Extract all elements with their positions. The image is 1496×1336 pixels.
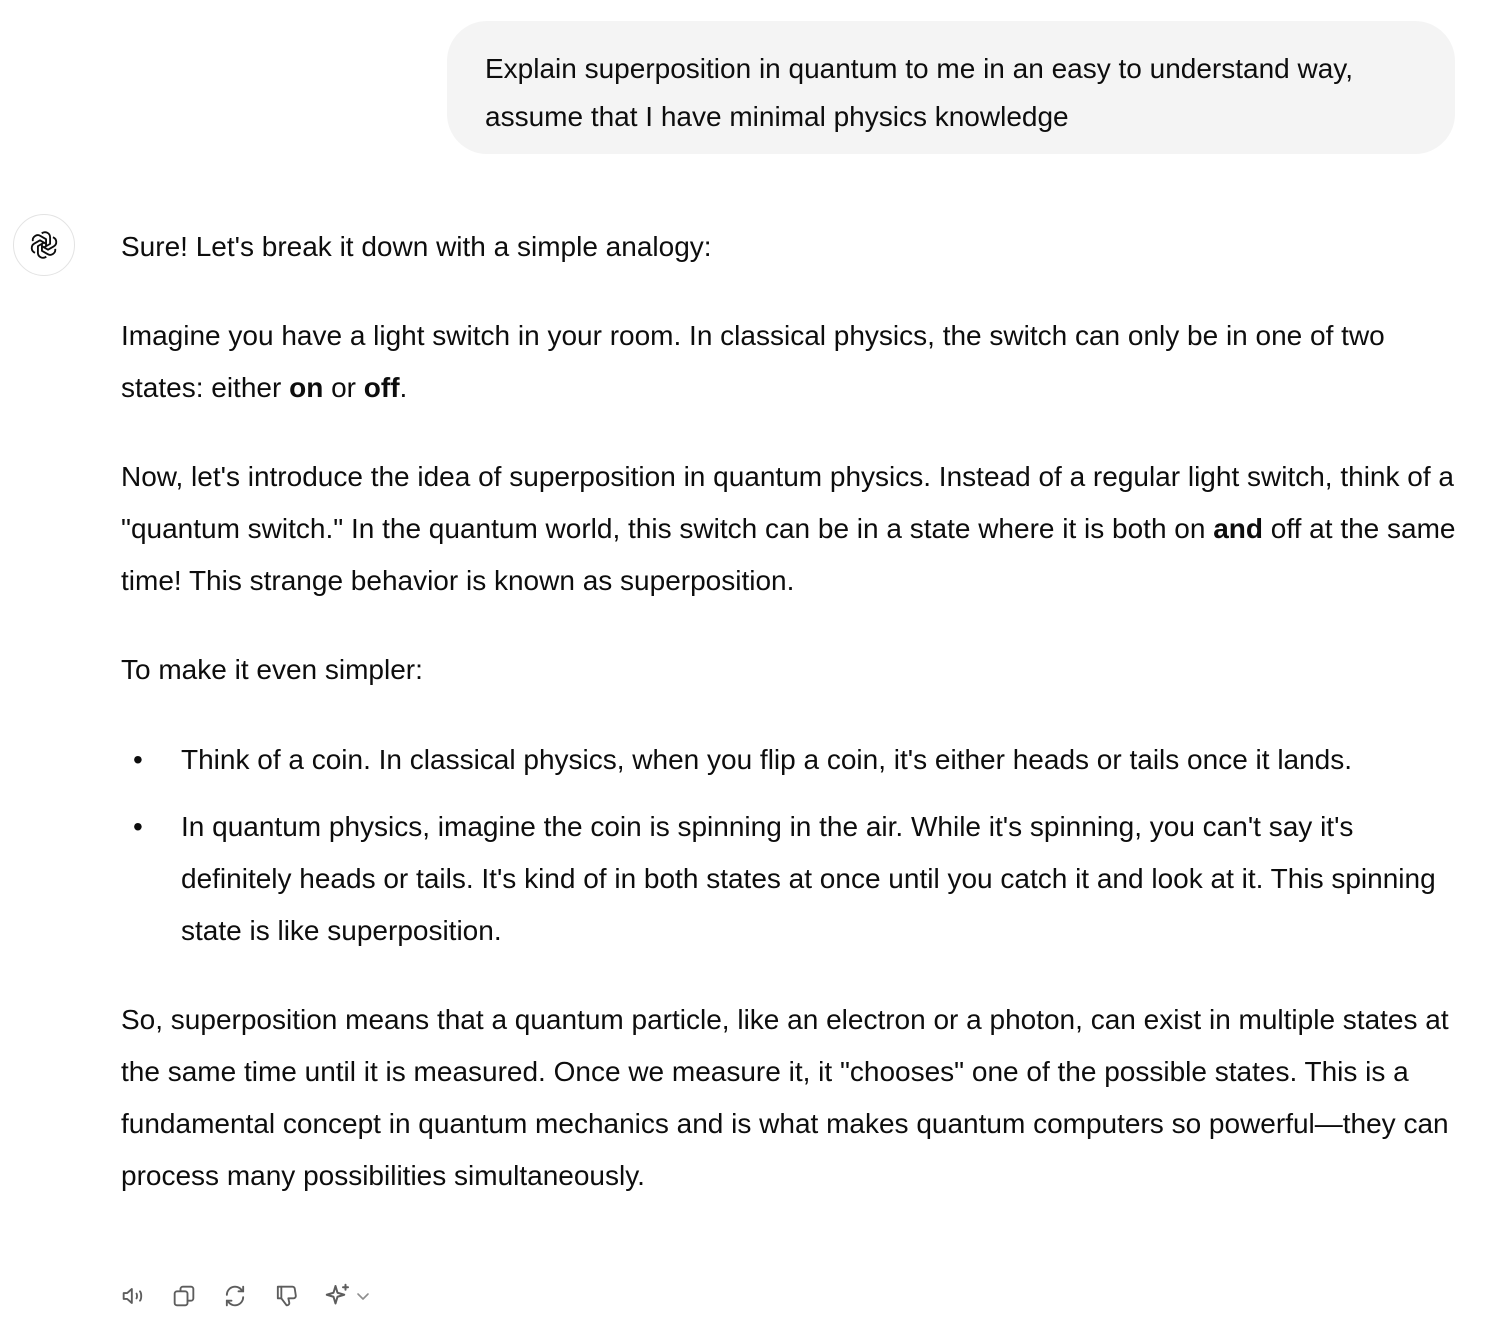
- p1-text-b: or: [323, 372, 364, 403]
- reply-paragraph-2: [121, 451, 1461, 607]
- read-aloud-button[interactable]: [112, 1275, 154, 1317]
- reply-paragraph-3: [121, 644, 1461, 696]
- list-item: [121, 801, 1461, 957]
- p4-text: So, superposition means that a quantum particle, like an electron or a photon, can exist in multiple states at the same time until it is measured. Once we measure it, it "chooses" one of the possible states. This is a fundamental concept in quantum mechanics and is what makes quantum computers so powerful—they can process many possibilities simultaneously.: [121, 1004, 1449, 1191]
- regenerate-icon: [221, 1282, 249, 1310]
- thumbs-down-icon: [272, 1282, 300, 1310]
- p1-bold-on: on: [289, 372, 324, 403]
- user-message-text: Explain superposition in quantum to me in an easy to understand way, assume that I have minimal physics knowledge: [485, 53, 1353, 132]
- list-item-text: In quantum physics, imagine the coin is spinning in the air. While it's spinning, you can't say it's definitely heads or tails. It's kind of in both states at once until you catch it and look at it. This spinning state is like superposition.: [181, 811, 1436, 946]
- p1-bold-off: off: [363, 372, 400, 403]
- p3-text: To make it even simpler:: [121, 654, 423, 685]
- reply-intro-text: Sure! Let's break it down with a simple analogy:: [121, 231, 712, 262]
- bullet-marker: •: [133, 811, 143, 842]
- reply-bullet-list: [121, 734, 1461, 957]
- p2-text-b: off at the same time! This strange behavior is known as superposition.: [121, 513, 1456, 596]
- p2-bold-and: and: [1213, 513, 1263, 544]
- sparkle-icon: [323, 1281, 353, 1311]
- reply-paragraph-1: [121, 310, 1461, 414]
- assistant-avatar: [13, 214, 75, 276]
- thumbs-down-button[interactable]: [265, 1275, 307, 1317]
- copy-button[interactable]: [163, 1275, 205, 1317]
- chevron-down-icon: [355, 1288, 371, 1304]
- p2-text-a: Now, let's introduce the idea of superposition in quantum physics. Instead of a regular light switch, think of a "quantum switch." In the quantum world, this switch can be in a state where it is both on: [121, 461, 1454, 544]
- assistant-message: [121, 221, 1461, 1202]
- model-switch-button[interactable]: [316, 1275, 378, 1317]
- list-item-text: Think of a coin. In classical physics, when you flip a coin, it's either heads or tails once it lands.: [181, 744, 1353, 775]
- p1-text-a: Imagine you have a light switch in your room. In classical physics, the switch can only be in one of two states: either: [121, 320, 1385, 403]
- copy-icon: [170, 1282, 198, 1310]
- regenerate-button[interactable]: [214, 1275, 256, 1317]
- read-aloud-icon: [119, 1282, 147, 1310]
- list-item: [121, 734, 1461, 786]
- p1-text-c: .: [399, 372, 408, 403]
- openai-logo-icon: [27, 228, 61, 262]
- message-actions-toolbar: [112, 1274, 378, 1318]
- reply-intro: [121, 221, 1461, 273]
- reply-paragraph-4: [121, 994, 1461, 1202]
- bullet-marker: •: [133, 744, 143, 775]
- user-message-bubble: [447, 21, 1455, 154]
